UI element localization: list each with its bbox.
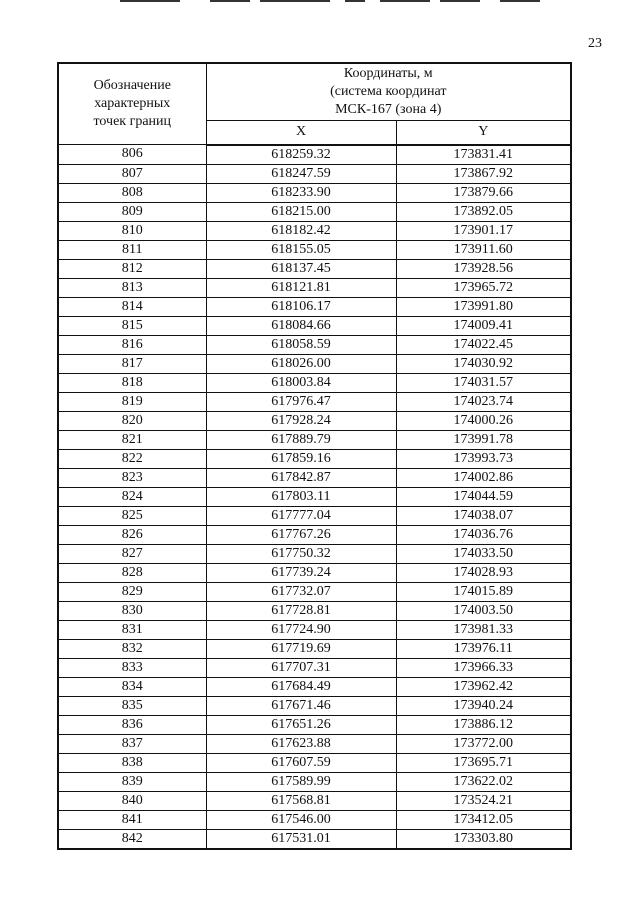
x-coordinate-cell: 617607.59 [206, 753, 396, 772]
y-coordinate-cell: 173892.05 [396, 202, 571, 221]
header-point-line: Обозначение [93, 78, 171, 93]
point-number-cell: 811 [58, 240, 206, 259]
x-coordinate-cell: 617803.11 [206, 487, 396, 506]
point-number-cell: 833 [58, 658, 206, 677]
y-coordinate-cell: 174036.76 [396, 525, 571, 544]
point-number-cell: 836 [58, 715, 206, 734]
table-row [58, 164, 571, 183]
scan-edge-marks [0, 0, 640, 3]
y-coordinate-cell: 173867.92 [396, 164, 571, 183]
y-coordinate-cell: 173976.11 [396, 639, 571, 658]
table-row [58, 411, 571, 430]
point-number-cell: 834 [58, 677, 206, 696]
table-row [58, 487, 571, 506]
table-row [58, 202, 571, 221]
table-row [58, 582, 571, 601]
table-row [58, 506, 571, 525]
table-row [58, 563, 571, 582]
y-coordinate-cell: 173622.02 [396, 772, 571, 791]
y-coordinate-cell: 173993.73 [396, 449, 571, 468]
y-coordinate-cell: 173772.00 [396, 734, 571, 753]
y-coordinate-cell: 173962.42 [396, 677, 571, 696]
y-coordinate-cell: 174003.50 [396, 601, 571, 620]
point-number-cell: 817 [58, 354, 206, 373]
point-number-cell: 814 [58, 297, 206, 316]
x-coordinate-cell: 617859.16 [206, 449, 396, 468]
y-coordinate-cell: 173991.80 [396, 297, 571, 316]
x-coordinate-cell: 618084.66 [206, 316, 396, 335]
x-coordinate-cell: 617728.81 [206, 601, 396, 620]
point-number-cell: 837 [58, 734, 206, 753]
point-number-cell: 832 [58, 639, 206, 658]
y-coordinate-cell: 173886.12 [396, 715, 571, 734]
x-coordinate-cell: 617671.46 [206, 696, 396, 715]
x-coordinate-cell: 618215.00 [206, 202, 396, 221]
table-row [58, 449, 571, 468]
y-coordinate-cell: 174015.89 [396, 582, 571, 601]
y-coordinate-cell: 174031.57 [396, 373, 571, 392]
y-coordinate-cell: 173695.71 [396, 753, 571, 772]
table-row [58, 525, 571, 544]
x-coordinate-cell: 617889.79 [206, 430, 396, 449]
point-number-cell: 822 [58, 449, 206, 468]
y-coordinate-cell: 173901.17 [396, 221, 571, 240]
table-row [58, 753, 571, 772]
x-coordinate-cell: 618259.32 [206, 145, 396, 165]
y-coordinate-cell: 173928.56 [396, 259, 571, 278]
table-row [58, 791, 571, 810]
x-coordinate-cell: 617568.81 [206, 791, 396, 810]
point-number-cell: 828 [58, 563, 206, 582]
table-row [58, 696, 571, 715]
header-coords-line: МСК-167 (зона 4) [335, 102, 442, 118]
page-number: 23 [588, 36, 602, 51]
x-coordinate-cell: 617750.32 [206, 544, 396, 563]
y-coordinate-cell: 174038.07 [396, 506, 571, 525]
y-coordinate-cell: 174030.92 [396, 354, 571, 373]
header-coords-line: Координаты, м [343, 66, 433, 82]
y-coordinate-cell: 173965.72 [396, 278, 571, 297]
x-coordinate-cell: 618058.59 [206, 335, 396, 354]
y-coordinate-cell: 174022.45 [396, 335, 571, 354]
x-coordinate-cell: 618247.59 [206, 164, 396, 183]
table-row [58, 297, 571, 316]
x-coordinate-cell: 617842.87 [206, 468, 396, 487]
table-row [58, 715, 571, 734]
y-coordinate-cell: 173303.80 [396, 829, 571, 849]
header-y: Y [396, 121, 571, 145]
header-point-designation [58, 63, 206, 145]
point-number-cell: 816 [58, 335, 206, 354]
x-coordinate-cell: 618026.00 [206, 354, 396, 373]
table-row [58, 259, 571, 278]
point-number-cell: 842 [58, 829, 206, 849]
x-coordinate-cell: 617719.69 [206, 639, 396, 658]
y-coordinate-cell: 173911.60 [396, 240, 571, 259]
y-coordinate-cell: 173940.24 [396, 696, 571, 715]
table-row [58, 544, 571, 563]
table-body [58, 145, 571, 849]
point-number-cell: 824 [58, 487, 206, 506]
y-coordinate-cell: 173524.21 [396, 791, 571, 810]
point-number-cell: 812 [58, 259, 206, 278]
point-number-cell: 835 [58, 696, 206, 715]
x-coordinate-cell: 617651.26 [206, 715, 396, 734]
header-x: X [206, 121, 396, 145]
x-coordinate-cell: 617767.26 [206, 525, 396, 544]
table-row [58, 677, 571, 696]
point-number-cell: 819 [58, 392, 206, 411]
x-coordinate-cell: 617724.90 [206, 620, 396, 639]
y-coordinate-cell: 174023.74 [396, 392, 571, 411]
point-number-cell: 825 [58, 506, 206, 525]
y-coordinate-cell: 173879.66 [396, 183, 571, 202]
header-coords-line: (система координат [330, 84, 447, 100]
table-row [58, 810, 571, 829]
table-row [58, 373, 571, 392]
x-coordinate-cell: 617707.31 [206, 658, 396, 677]
x-coordinate-cell: 617546.00 [206, 810, 396, 829]
header-coordinates [206, 63, 571, 121]
x-coordinate-cell: 618121.81 [206, 278, 396, 297]
x-coordinate-cell: 618155.05 [206, 240, 396, 259]
point-number-cell: 830 [58, 601, 206, 620]
point-number-cell: 839 [58, 772, 206, 791]
y-coordinate-cell: 174002.86 [396, 468, 571, 487]
table-row [58, 335, 571, 354]
point-number-cell: 813 [58, 278, 206, 297]
table-row [58, 734, 571, 753]
table-row [58, 430, 571, 449]
x-coordinate-cell: 617589.99 [206, 772, 396, 791]
table-row [58, 221, 571, 240]
point-number-cell: 823 [58, 468, 206, 487]
y-coordinate-cell: 173966.33 [396, 658, 571, 677]
point-number-cell: 807 [58, 164, 206, 183]
y-coordinate-cell: 174028.93 [396, 563, 571, 582]
point-number-cell: 808 [58, 183, 206, 202]
x-coordinate-cell: 617623.88 [206, 734, 396, 753]
point-number-cell: 826 [58, 525, 206, 544]
coordinates-table [57, 62, 572, 850]
point-number-cell: 827 [58, 544, 206, 563]
x-coordinate-cell: 617732.07 [206, 582, 396, 601]
point-number-cell: 841 [58, 810, 206, 829]
table-header [58, 63, 571, 145]
point-number-cell: 809 [58, 202, 206, 221]
y-coordinate-cell: 174009.41 [396, 316, 571, 335]
table-row [58, 316, 571, 335]
point-number-cell: 821 [58, 430, 206, 449]
table-row [58, 829, 571, 849]
y-coordinate-cell: 174000.26 [396, 411, 571, 430]
table-row [58, 145, 571, 165]
x-coordinate-cell: 617777.04 [206, 506, 396, 525]
y-coordinate-cell: 174044.59 [396, 487, 571, 506]
y-coordinate-cell: 173991.78 [396, 430, 571, 449]
x-coordinate-cell: 617976.47 [206, 392, 396, 411]
point-number-cell: 840 [58, 791, 206, 810]
x-coordinate-cell: 618233.90 [206, 183, 396, 202]
header-point-line: характерных [94, 96, 171, 111]
table-row [58, 183, 571, 202]
table-row [58, 278, 571, 297]
point-number-cell: 838 [58, 753, 206, 772]
point-number-cell: 806 [58, 145, 206, 165]
point-number-cell: 810 [58, 221, 206, 240]
x-coordinate-cell: 618003.84 [206, 373, 396, 392]
point-number-cell: 829 [58, 582, 206, 601]
header-point-line: точек границ [93, 114, 172, 129]
x-coordinate-cell: 618137.45 [206, 259, 396, 278]
table-row [58, 240, 571, 259]
y-coordinate-cell: 173981.33 [396, 620, 571, 639]
x-coordinate-cell: 617928.24 [206, 411, 396, 430]
point-number-cell: 820 [58, 411, 206, 430]
table-row [58, 601, 571, 620]
x-coordinate-cell: 617684.49 [206, 677, 396, 696]
point-number-cell: 815 [58, 316, 206, 335]
table-row [58, 354, 571, 373]
table-row [58, 658, 571, 677]
point-number-cell: 831 [58, 620, 206, 639]
x-coordinate-cell: 617531.01 [206, 829, 396, 849]
table-row [58, 620, 571, 639]
x-coordinate-cell: 618106.17 [206, 297, 396, 316]
y-coordinate-cell: 174033.50 [396, 544, 571, 563]
point-number-cell: 818 [58, 373, 206, 392]
y-coordinate-cell: 173831.41 [396, 145, 571, 165]
table-row [58, 468, 571, 487]
x-coordinate-cell: 617739.24 [206, 563, 396, 582]
table-row [58, 639, 571, 658]
table-row [58, 392, 571, 411]
x-coordinate-cell: 618182.42 [206, 221, 396, 240]
y-coordinate-cell: 173412.05 [396, 810, 571, 829]
table-row [58, 772, 571, 791]
